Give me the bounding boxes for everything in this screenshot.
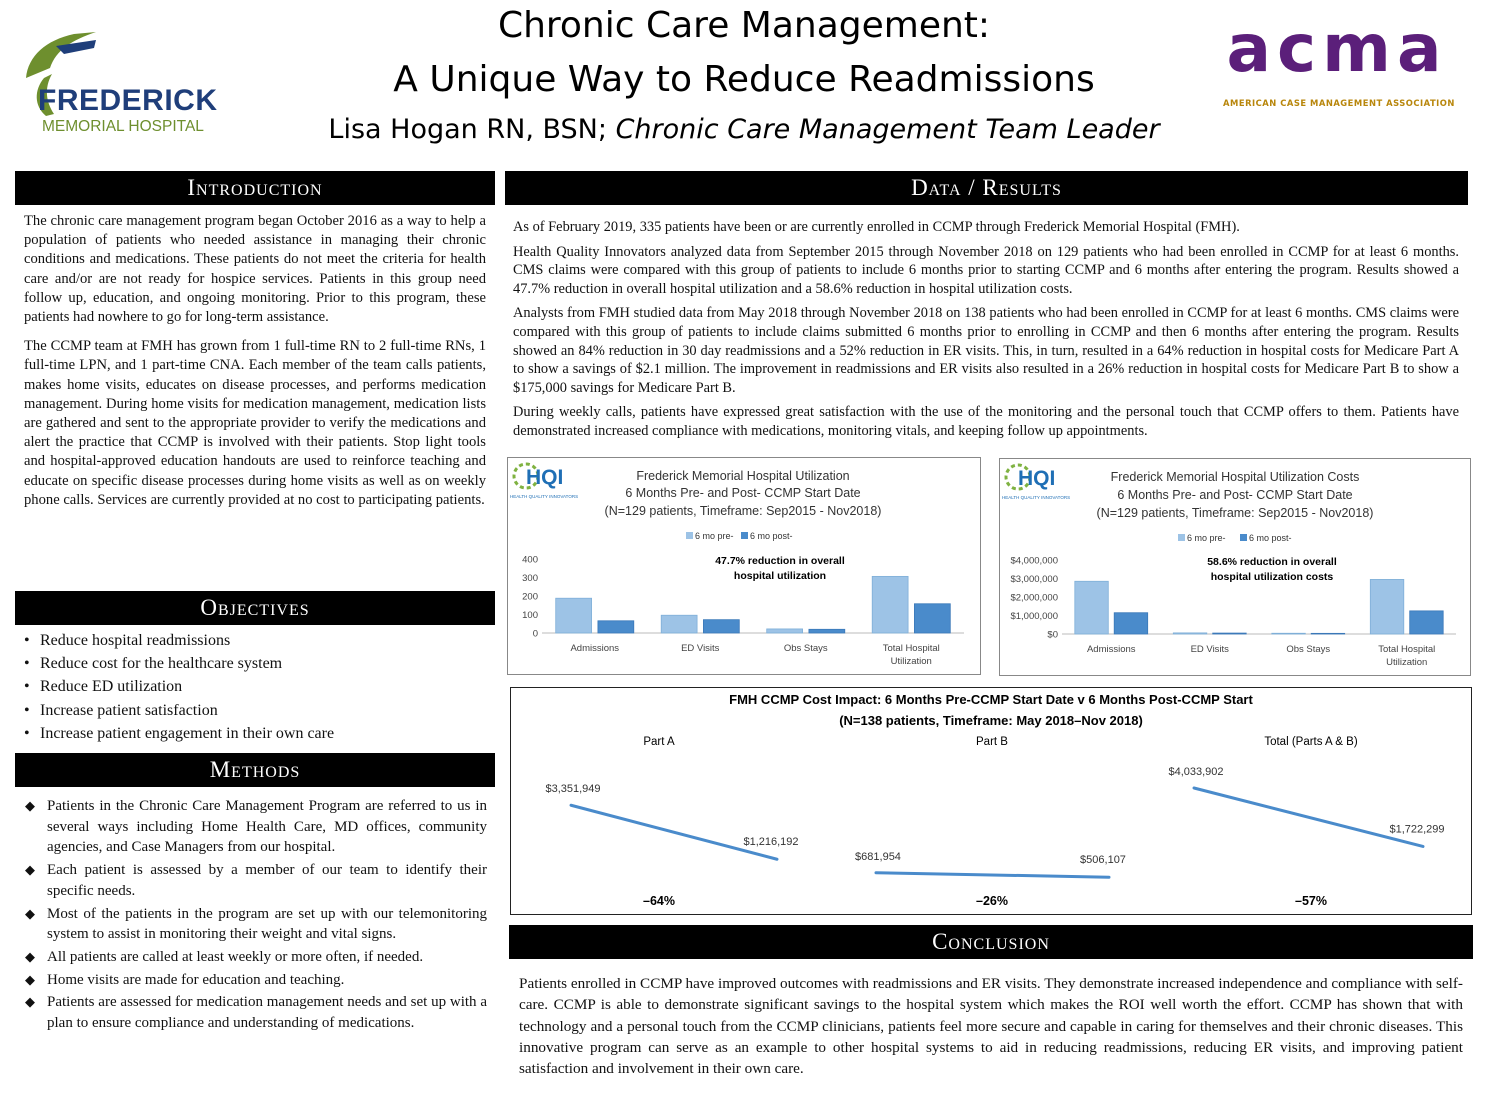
- series-line: [1194, 788, 1423, 846]
- chart-annotation: hospital utilization costs: [1210, 571, 1334, 583]
- list-item: • Reduce ED utilization: [24, 678, 183, 696]
- fmh-logo-sub: MEMORIAL HOSPITAL: [42, 118, 204, 135]
- x-tick-label: Utilization: [1386, 657, 1428, 668]
- x-tick-label: Utilization: [890, 656, 932, 667]
- methods-list: [25, 796, 487, 1036]
- legend-swatch-post: [741, 532, 748, 539]
- bar-post: [598, 621, 634, 633]
- results-paragraph: Analysts from FMH studied data from May 2018 through November 2018 on 138 patients who had been enrolled in CCMP for at least 6 months. CMS claims were compared with this group of patients to include claims submitted 6 months prior to enrolling in CCMP and then 6 months after entering the program. Results showed an 84% reduction in 30 day readmissions and a 52% reduction in ER visits. This, in turn, resulted in a 64% reduction in hospital costs for Medicare Part A to show a savings of $2.1 million. The improvement in readmissions and ER visits also resulted in a 26% reduction in hospital costs for Medicare Part B to show a $175,000 savings for Medicare Part B.: [513, 305, 1459, 396]
- author-role: Chronic Care Management Team Leader: [615, 114, 1160, 145]
- objectives-list: [24, 629, 489, 745]
- chart-annotation: 58.6% reduction in overall: [1207, 556, 1337, 568]
- chart-title-line: Frederick Memorial Hospital Utilization: [636, 469, 850, 483]
- legend-swatch-pre: [686, 532, 693, 539]
- chart-title-line: (N=138 patients, Timeframe: May 2018–Nov 2018): [839, 713, 1143, 728]
- y-tick-label: $4,000,000: [1010, 555, 1058, 567]
- hqi-logo-icon: [510, 464, 578, 499]
- results-body: [513, 218, 1459, 447]
- utilization-costs-bar-chart: [1000, 459, 1470, 675]
- data-label-pre: $3,351,949: [545, 783, 601, 796]
- x-tick-label: Obs Stays: [783, 643, 828, 654]
- acma-logo: [1204, 10, 1474, 119]
- chart-title-line: (N=129 patients, Timeframe: Sep2015 - Nov2018): [1096, 506, 1374, 520]
- panel-title: Total (Parts A & B): [1264, 736, 1358, 748]
- y-tick-label: 0: [532, 628, 538, 640]
- list-item: ◆ Home visits are made for education and teaching.: [25, 971, 345, 988]
- x-tick-label: Admissions: [570, 643, 620, 654]
- chart-title-line: 6 Months Pre- and Post- CCMP Start Date: [625, 486, 861, 500]
- y-tick-label: $1,000,000: [1010, 611, 1058, 622]
- poster-title-line2: A Unique Way to Reduce Readmissions: [393, 59, 1095, 100]
- data-label-pre: $4,033,902: [1168, 766, 1224, 778]
- data-label-pre: $681,954: [855, 850, 901, 863]
- bar-post: [1213, 633, 1246, 634]
- y-tick-label: 200: [522, 591, 538, 603]
- chart-title-line: 6 Months Pre- and Post- CCMP Start Date: [1117, 488, 1353, 502]
- hqi-logo-sub: HEALTH QUALITY INNOVATORS: [510, 494, 579, 499]
- y-tick-label: 300: [522, 573, 538, 584]
- cost-impact-chart-box: [510, 687, 1472, 915]
- legend-label-pre: 6 mo pre-: [695, 531, 734, 541]
- percent-change-label: –26%: [976, 894, 1008, 908]
- legend-swatch-pre: [1178, 534, 1185, 541]
- list-item: ◆ Most of the patients in the program are set up with our telemonitoring system to assist in monitoring their weight and vital signs.: [25, 905, 487, 943]
- x-tick-label: Total Hospital: [1378, 644, 1436, 655]
- x-tick-label: Obs Stays: [1286, 644, 1331, 655]
- cost-impact-line-chart: [511, 688, 1471, 914]
- series-line: [876, 873, 1109, 877]
- bar-pre: [1370, 579, 1403, 634]
- list-item: ◆ Patients are assessed for medication management needs and set up with a plan to ensure compliance and understanding of medications.: [25, 994, 487, 1032]
- legend-swatch-post: [1240, 534, 1247, 541]
- bar-post: [809, 629, 845, 633]
- fmh-logo-name: FREDERICK: [38, 84, 218, 117]
- introduction-paragraph: The CCMP team at FMH has grown from 1 full-time RN to 2 full-time RNs, 1 full-time LPN, and 1 part-time CNA. Each member of the team calls patients, makes home visits, educates on disease processes, and performs medication management. During home visits for medication management, medication lists are gathered and sent to the appropriate provider to verify the medications and alert the practice that CCMP is involved with their patients. Stop light tools and hospital-approved education handouts are used to reinforce teaching and educate on specific disease processes during home visits as well as on weekly phone calls. Services are currently provided at no cost to participating patients.: [24, 338, 486, 508]
- utilization-costs-chart-box: [999, 458, 1471, 676]
- bar-pre: [1075, 581, 1108, 634]
- chart-title-line: Frederick Memorial Hospital Utilization Costs: [1110, 470, 1360, 484]
- utilization-chart-box: [507, 457, 981, 675]
- y-tick-label: 100: [522, 610, 538, 621]
- bar-pre: [767, 629, 803, 633]
- series-line: [571, 805, 777, 859]
- list-item: ◆ All patients are called at least weekly or more often, if needed.: [25, 948, 424, 965]
- chart-annotation: hospital utilization: [733, 570, 827, 582]
- bar-post: [1114, 613, 1147, 634]
- legend-label-post: 6 mo post-: [1249, 533, 1292, 543]
- poster-title-line1: Chronic Care Management:: [497, 5, 991, 46]
- list-item: ◆ Patients in the Chronic Care Management Program are referred to us in several ways including Home Health Care, MD offices, community agencies, and Case Managers from our hospital.: [25, 798, 487, 856]
- percent-change-label: –57%: [1295, 894, 1327, 908]
- bar-post: [703, 620, 739, 633]
- bar-pre: [872, 576, 908, 633]
- panel-title: Part B: [976, 736, 1008, 748]
- list-item: • Increase patient engagement in their own care: [24, 724, 335, 742]
- list-item: • Reduce hospital readmissions: [24, 632, 231, 649]
- data-label-post: $506,107: [1080, 854, 1126, 867]
- x-tick-label: Total Hospital: [882, 643, 940, 654]
- x-tick-label: ED Visits: [681, 643, 720, 654]
- hqi-logo-text: HQI: [1018, 467, 1056, 490]
- bar-pre: [1272, 633, 1305, 634]
- hqi-logo-sub: HEALTH QUALITY INNOVATORS: [1002, 495, 1071, 500]
- introduction-body: [24, 212, 486, 510]
- y-tick-label: 400: [522, 554, 538, 566]
- results-paragraph: As of February 2019, 335 patients have been or are currently enrolled in CCMP through Frederick Memorial Hospital (FMH).: [513, 219, 1240, 235]
- legend-label-pre: 6 mo pre-: [1187, 533, 1226, 543]
- hqi-logo-icon: [1002, 465, 1070, 500]
- chart-title-line: FMH CCMP Cost Impact: 6 Months Pre-CCMP Start Date v 6 Months Post-CCMP Start: [729, 692, 1253, 707]
- x-tick-label: ED Visits: [1190, 644, 1229, 655]
- bar-post: [1410, 611, 1443, 634]
- legend-label-post: 6 mo post-: [750, 531, 793, 541]
- section-header-results: Data / Results: [505, 171, 1468, 205]
- results-paragraph: Health Quality Innovators analyzed data from September 2015 through November 2018 on 129 patients who had been enrolled in CCMP for at least 6 months. CMS claims were compared with this group of patients to include 6 months prior to starting CCMP and 6 months after entering the program. Results showed a 47.7% reduction in overall hospital utilization and a 58.6% reduction in hospital utilization costs.: [513, 243, 1459, 297]
- section-header-objectives: Objectives: [15, 591, 495, 625]
- bar-pre: [661, 615, 697, 633]
- percent-change-label: –64%: [643, 894, 675, 908]
- author-name: Lisa Hogan RN, BSN;: [328, 114, 607, 145]
- list-item: • Reduce cost for the healthcare system: [24, 655, 283, 673]
- hqi-logo-text: HQI: [526, 466, 564, 489]
- chart-title-line: (N=129 patients, Timeframe: Sep2015 - Nov2018): [604, 504, 882, 518]
- x-tick-label: Admissions: [1086, 644, 1136, 655]
- list-item: • Increase patient satisfaction: [24, 701, 218, 719]
- results-paragraph: During weekly calls, patients have expressed great satisfaction with the use of the monitoring and the personal touch that CCMP offers to them. Patients have demonstrated increased compliance with medications, monitoring vitals, and keeping follow up appointments.: [513, 404, 1459, 439]
- acma-logo-sub: AMERICAN CASE MANAGEMENT ASSOCIATION: [1223, 98, 1455, 108]
- y-tick-label: $0: [1047, 629, 1058, 641]
- bar-pre: [1173, 633, 1206, 634]
- section-header-introduction: Introduction: [15, 171, 495, 205]
- bar-pre: [556, 598, 592, 633]
- panel-title: Part A: [643, 736, 675, 748]
- conclusion-body: Patients enrolled in CCMP have improved outcomes with readmissions and ER visits. They demonstrate increased independence and compliance with self-care. CCMP is able to demonstrate significant savings to the hospital system which makes the ROI well worth the effort. CCMP has shown that with technology and a personal touch from the CCMP clinicians, patients feel more secure and capable in caring for themselves and their chronic diseases. This innovative program can serve as an example to other hospital systems to aid in reducing readmissions, reducing ER visits, and improving patient satisfaction and involvement in their own care.: [519, 975, 1463, 1078]
- y-tick-label: $3,000,000: [1010, 574, 1058, 585]
- chart-annotation: 47.7% reduction in overall: [715, 555, 845, 567]
- utilization-bar-chart: [508, 458, 980, 674]
- data-label-post: $1,722,299: [1389, 823, 1445, 836]
- acma-logo-mark: acma: [1226, 10, 1448, 87]
- section-header-conclusion: Conclusion: [509, 925, 1473, 959]
- bar-post: [1311, 633, 1344, 634]
- data-label-post: $1,216,192: [743, 836, 799, 849]
- list-item: ◆ Each patient is assessed by a member of our team to identify their specific needs.: [25, 862, 487, 899]
- bar-post: [914, 604, 950, 633]
- y-tick-label: $2,000,000: [1010, 592, 1058, 604]
- section-header-methods: Methods: [15, 753, 495, 787]
- introduction-paragraph: The chronic care management program began October 2016 as a way to help a population of patients who needed assistance in managing their chronic conditions and medications. These patients do not meet the criteria for health care and/or are not ready for hospice services. Patients in this group need follow up, education, and ongoing monitoring. Prior to this program, these patients had nowhere to go for long-term assistance.: [24, 213, 486, 326]
